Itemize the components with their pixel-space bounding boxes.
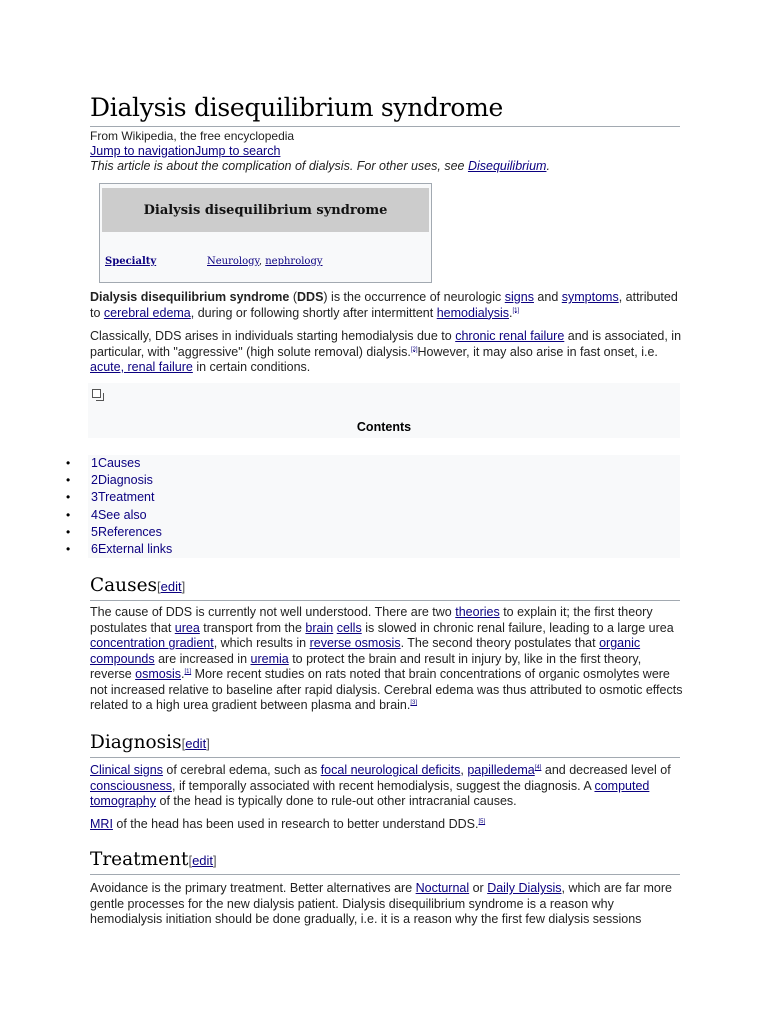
section-heading-diagnosis: [90, 730, 680, 758]
toc-number: 2: [91, 473, 98, 488]
article-link[interactable]: cells: [336, 620, 362, 635]
article-link[interactable]: urea: [174, 620, 200, 635]
hatnote-suffix: .: [546, 159, 550, 173]
article-link[interactable]: hemodialysis: [436, 305, 509, 320]
text-run: , which are far more gentle processes for the new dialysis patient. Dialysis disequilibrium syndrome is a reason why hemodialysis initiation should be done gradually, i.e. it is a reason why the first few dialysis sessions: [90, 881, 672, 926]
toc-link[interactable]: [91, 525, 162, 539]
toc-item: [88, 541, 680, 558]
toc-item: [88, 472, 680, 489]
article-link[interactable]: cerebral edema: [103, 305, 191, 320]
infobox-title: Dialysis disequilibrium syndrome: [102, 188, 429, 232]
text-run: and decreased level of: [541, 763, 671, 777]
diagnosis-paragraph-1: [90, 763, 685, 810]
article-link[interactable]: focal neurological deficits: [320, 763, 461, 777]
hatnote: [90, 159, 550, 174]
text-run: to protect the brain and result in injury by, like in the first theory, reverse: [90, 651, 642, 681]
citation-link[interactable]: [2]: [410, 346, 418, 353]
citation-link[interactable]: [1]: [512, 307, 520, 314]
text-run: , during or following shortly after intermittent: [190, 305, 437, 320]
article-link[interactable]: acute, renal failure: [90, 360, 193, 374]
article-link[interactable]: reverse osmosis: [309, 636, 401, 650]
toc-label: Causes: [97, 456, 141, 470]
text-run: .: [181, 667, 185, 681]
section-heading-treatment: [90, 847, 680, 875]
text-run: of the head has been used in research to better understand DDS.: [112, 817, 479, 831]
text-run: . The second theory postulates that: [400, 636, 600, 650]
toc-list: [88, 455, 680, 558]
bold-term: Dialysis disequilibrium syndrome: [90, 290, 290, 304]
article-link[interactable]: symptoms: [561, 290, 619, 304]
citation: [410, 700, 417, 706]
toc-link[interactable]: [91, 542, 172, 556]
link-neurology[interactable]: Neurology: [207, 256, 259, 267]
toc-link[interactable]: [91, 473, 153, 487]
citation-link[interactable]: [3]: [410, 699, 418, 706]
text-run: ,: [460, 763, 468, 777]
text-run: ) is the occurrence of neurologic: [323, 290, 505, 304]
text-run: of cerebral edema, such as: [162, 763, 321, 777]
toc-item: [88, 455, 680, 472]
hatnote-text: This article is about the complication of dialysis. For other uses, see: [90, 159, 468, 173]
citation-link[interactable]: [1]: [184, 668, 192, 675]
text-run: transport from the: [199, 620, 306, 635]
bold-term: DDS: [297, 290, 324, 304]
citation-link[interactable]: [4]: [534, 764, 542, 771]
heading-text: Causes: [90, 575, 158, 596]
text-run: , if temporally associated with recent hemodialysis, suggest the diagnosis. A: [172, 778, 595, 793]
article-link[interactable]: Daily Dialysis: [487, 881, 562, 895]
article-link[interactable]: Clinical signs: [90, 763, 163, 777]
edit-section-diagnosis: [182, 736, 210, 751]
toc-link[interactable]: [91, 490, 154, 504]
edit-link[interactable]: edit: [185, 736, 207, 751]
heading-text: Diagnosis: [90, 732, 182, 753]
article-link[interactable]: brain: [305, 620, 334, 635]
toc-title: Contents: [356, 420, 412, 434]
citation: [512, 307, 519, 313]
article-link[interactable]: chronic renal failure: [455, 329, 565, 343]
text-run: Avoidance is the primary treatment. Better alternatives are: [90, 881, 416, 895]
edit-link[interactable]: edit: [192, 853, 214, 868]
text-run: in certain conditions.: [192, 360, 311, 374]
toc-number: 4: [91, 507, 98, 522]
toc-link[interactable]: [91, 456, 140, 470]
article-link[interactable]: signs: [504, 290, 534, 304]
article-link[interactable]: computed tomography: [90, 778, 650, 808]
text-run: More recent studies on rats noted that brain concentrations of organic osmolytes were not increased relative to baseline after rapid dialysis. Cerebral edema was thus attributed to osmotic effects related to a high urea gradient between plasma and brain.: [90, 667, 683, 712]
text-run: to explain it; the first theory postulates that: [90, 605, 653, 635]
toc-number: 1: [91, 456, 98, 470]
article-link[interactable]: concentration gradient: [90, 636, 214, 650]
jump-to-navigation-link[interactable]: Jump to navigation: [90, 144, 195, 158]
article-link[interactable]: papilledema: [467, 763, 535, 777]
intro-paragraph-1: [90, 290, 685, 321]
toc-label: References: [97, 524, 162, 539]
toc-number: 5: [91, 524, 98, 539]
article-link[interactable]: consciousness: [90, 778, 172, 793]
link-nephrology[interactable]: nephrology: [265, 256, 323, 267]
text-run: and: [533, 290, 562, 304]
edit-bracket-close: ]: [181, 579, 186, 594]
toc-number: 3: [91, 490, 98, 505]
intro-paragraph-2: [90, 329, 685, 376]
text-run: , attributed to: [90, 290, 678, 320]
article-link[interactable]: Nocturnal: [415, 881, 470, 895]
text-run: Classically, DDS arises in individuals starting hemodialysis due to: [90, 329, 456, 343]
article-link[interactable]: MRI: [90, 817, 113, 831]
causes-paragraph: [90, 605, 685, 714]
page-title: Dialysis disequilibrium syndrome: [90, 92, 680, 127]
toc-toggle-checkbox[interactable]: [92, 389, 101, 398]
jump-to-search-link[interactable]: Jump to search: [194, 144, 281, 158]
citation: [478, 819, 485, 825]
toc-label: Diagnosis: [97, 473, 153, 488]
infobox-value-separator: ,: [258, 256, 266, 267]
toc-label: See also: [97, 507, 147, 522]
section-heading-causes: [90, 573, 680, 601]
toc-label: Treatment: [97, 490, 155, 505]
text-run: .: [508, 305, 513, 320]
toc-label: External links: [97, 541, 173, 556]
toc-item: [88, 489, 680, 506]
edit-bracket-open: [: [188, 853, 193, 868]
text-run: However, it may also arise in fast onset, i.e.: [417, 344, 658, 359]
edit-bracket-open: [: [181, 736, 186, 751]
text-run: is slowed in chronic renal failure, leading to a large urea: [361, 620, 674, 635]
toc-number: 6: [91, 541, 98, 556]
text-run: The cause of DDS is currently not well understood. There are two: [90, 605, 456, 619]
treatment-paragraph: [90, 881, 685, 943]
toc-link[interactable]: [91, 508, 147, 522]
hatnote-link-disequilibrium[interactable]: Disequilibrium: [467, 159, 547, 173]
text-run: (: [289, 290, 298, 304]
text-run: or: [469, 881, 488, 895]
text-run: and is associated, in particular, with "aggressive" (high solute removal) dialysis.: [90, 329, 682, 359]
edit-section-causes: [157, 579, 185, 594]
article-link[interactable]: theories: [455, 605, 500, 619]
infobox: [99, 183, 432, 283]
edit-section-treatment: [188, 853, 216, 868]
edit-bracket-close: ]: [213, 853, 217, 868]
citation-link[interactable]: [5]: [478, 818, 486, 825]
heading-text: Treatment: [90, 849, 189, 870]
toc-item: [88, 507, 680, 524]
text-run: are increased in: [154, 651, 251, 666]
infobox-label-specialty[interactable]: Specialty: [105, 256, 157, 267]
article-link[interactable]: uremia: [250, 651, 289, 666]
edit-link[interactable]: edit: [160, 579, 182, 594]
site-tagline: From Wikipedia, the free encyclopedia: [90, 129, 295, 143]
edit-bracket-close: ]: [206, 736, 210, 751]
diagnosis-paragraph-2: [90, 817, 685, 833]
citation: [411, 346, 418, 352]
edit-bracket-open: [: [157, 579, 161, 594]
article-link[interactable]: organic compounds: [90, 636, 641, 666]
text-run: , which results in: [213, 636, 310, 650]
text-run: of the head is typically done to rule-out other intracranial causes.: [156, 794, 517, 808]
infobox-value: [207, 256, 323, 267]
article-link[interactable]: osmosis: [135, 667, 181, 681]
toc-item: [88, 524, 680, 541]
jump-links: [90, 144, 280, 159]
